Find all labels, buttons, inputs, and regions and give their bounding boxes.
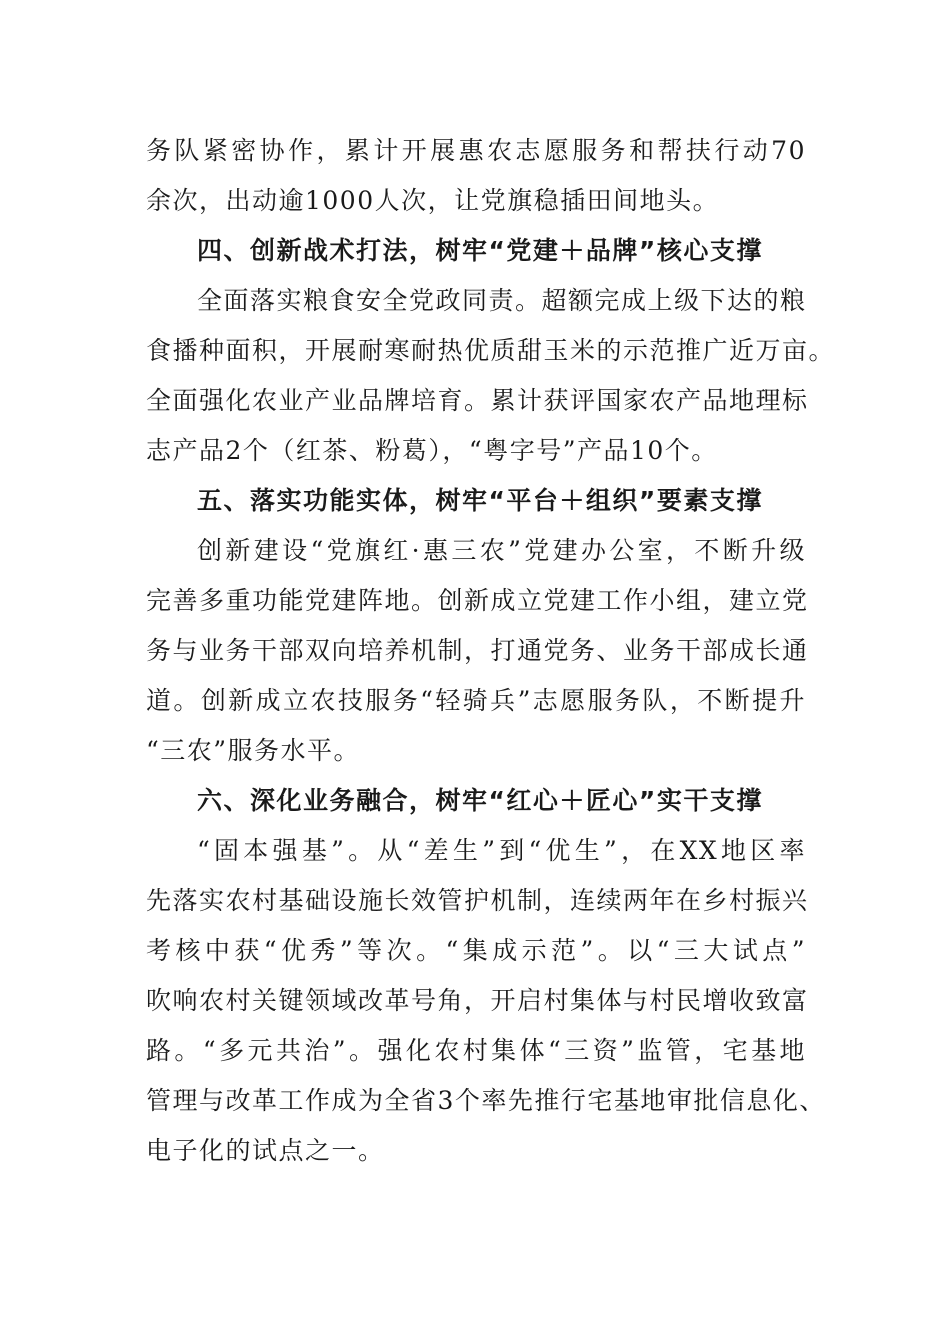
paragraph-line: 务队紧密协作，累计开展惠农志愿服务和帮扶行动70 xyxy=(146,136,806,165)
paragraph-line: 余次，出动逾1000人次，让党旗稳插田间地头。 xyxy=(146,186,720,215)
section-heading-4: 四、创新战术打法，树牢“党建＋品牌”核心支撑 xyxy=(197,236,763,265)
paragraph-line: “固本强基”。从“差生”到“优生”，在XX地区率 xyxy=(197,836,806,865)
paragraph-line: 考核中获“优秀”等次。“集成示范”。以“三大试点” xyxy=(146,936,806,965)
paragraph-line: 电子化的试点之一。 xyxy=(146,1136,385,1165)
paragraph-line: 管理与改革工作成为全省3个率先推行宅基地审批信息化、 xyxy=(146,1086,826,1115)
document-page xyxy=(146,126,836,1176)
paragraph-line: 完善多重功能党建阵地。创新成立党建工作小组，建立党 xyxy=(146,586,809,615)
paragraph-line: 食播种面积，开展耐寒耐热优质甜玉米的示范推广近万亩。 xyxy=(146,336,836,365)
paragraph-line: 全面落实粮食安全党政同责。超额完成上级下达的粮 xyxy=(197,286,807,315)
paragraph-line: 道。创新成立农技服务“轻骑兵”志愿服务队，不断提升 xyxy=(146,686,806,715)
paragraph-line: 吹响农村关键领域改革号角，开启村集体与村民增收致富 xyxy=(146,986,809,1015)
paragraph-line: 志产品2个（红茶、粉葛），“粤字号”产品10个。 xyxy=(146,436,718,465)
section-heading-6: 六、深化业务融合，树牢“红心＋匠心”实干支撑 xyxy=(197,786,763,815)
section-heading-5: 五、落实功能实体，树牢“平台＋组织”要素支撑 xyxy=(197,486,763,515)
paragraph-line: 创新建设“党旗红·惠三农”党建办公室，不断升级 xyxy=(197,536,806,565)
paragraph-line: “三农”服务水平。 xyxy=(146,736,361,765)
paragraph-line: 务与业务干部双向培养机制，打通党务、业务干部成长通 xyxy=(146,636,809,665)
paragraph-line: 全面强化农业产业品牌培育。累计获评国家农产品地理标 xyxy=(146,386,809,415)
paragraph-line: 路。“多元共治”。强化农村集体“三资”监管，宅基地 xyxy=(146,1036,806,1065)
paragraph-line: 先落实农村基础设施长效管护机制，连续两年在乡村振兴 xyxy=(146,886,809,915)
